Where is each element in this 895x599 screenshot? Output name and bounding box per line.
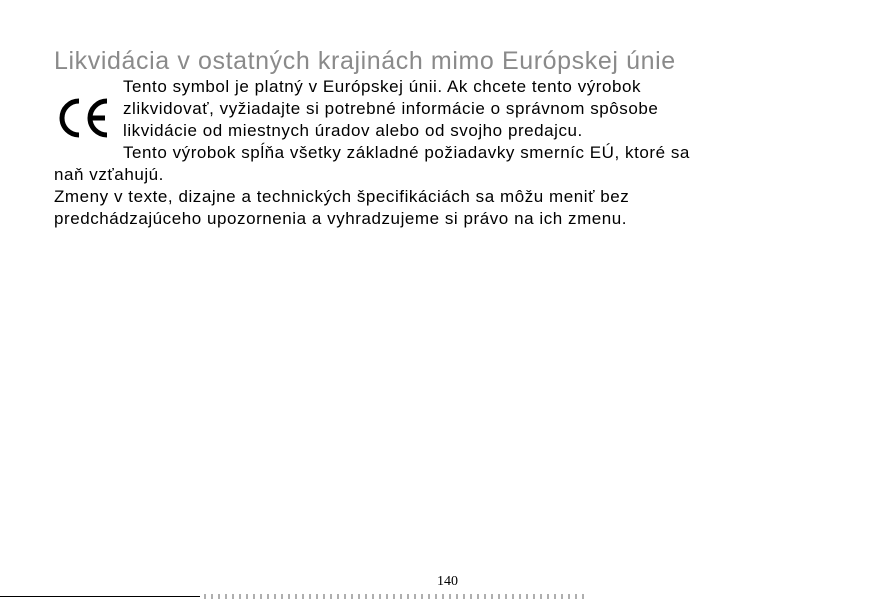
section-title: Likvidácia v ostatných krajinách mimo Európskej únie	[54, 47, 676, 75]
footer-rule	[0, 596, 200, 597]
text-line: likvidácie od miestnych úradov alebo od svojho predajcu.	[123, 121, 583, 140]
text-line: Tento výrobok spĺňa všetky základné požiadavky smerníc EÚ, ktoré sa	[123, 143, 690, 162]
body-text	[54, 76, 854, 230]
footer-print-marks	[204, 594, 584, 599]
page-number: 140	[437, 574, 458, 589]
text-line: Tento symbol je platný v Európskej únii. Ak chcete tento výrobok	[123, 77, 642, 96]
text-line: Zmeny v texte, dizajne a technických špecifikáciách sa môžu meniť bez	[54, 187, 630, 206]
text-line: predchádzajúceho upozornenia a vyhradzujeme si právo na ich zmenu.	[54, 209, 628, 228]
text-line: zlikvidovať, vyžiadajte si potrebné informácie o správnom spôsobe	[123, 99, 659, 118]
text-line: naň vzťahujú.	[54, 165, 164, 184]
